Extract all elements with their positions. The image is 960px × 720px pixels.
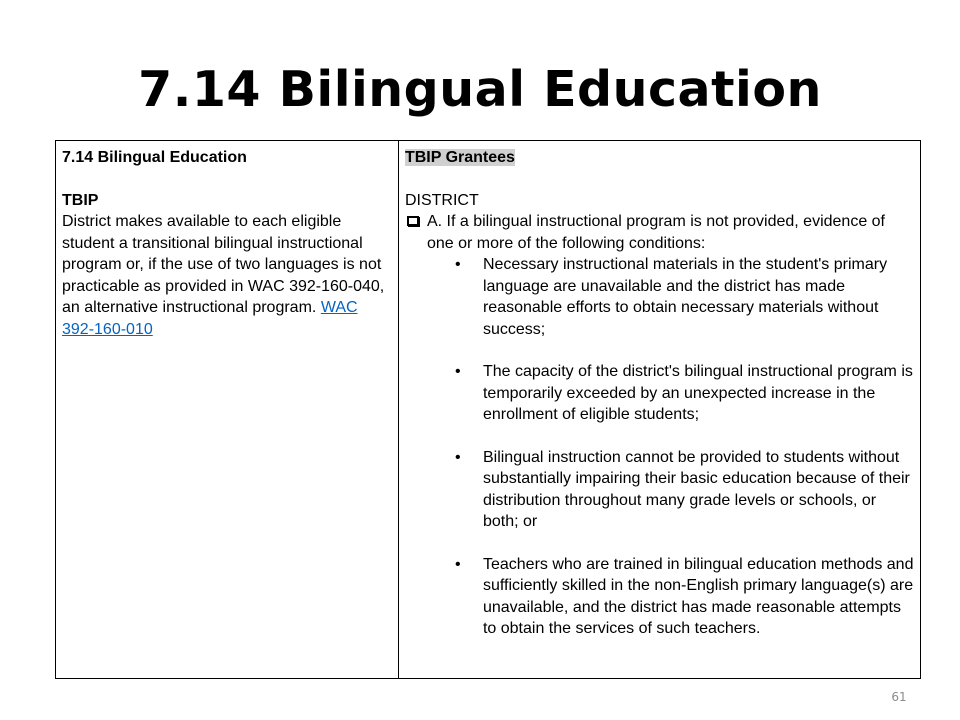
right-cell xyxy=(398,141,920,679)
checklist-item-text: A. If a bilingual instructional program is not provided, evidence of one or more of the following conditions: xyxy=(426,213,885,252)
list-item xyxy=(455,361,914,426)
bullet-icon: • xyxy=(454,256,461,273)
right-heading: TBIP Grantees xyxy=(404,149,515,166)
wac-link[interactable]: WAC 392-160-010 xyxy=(62,299,358,338)
left-cell xyxy=(56,141,399,679)
slide-title: 7.14 Bilingual Education xyxy=(138,61,822,118)
checklist-item xyxy=(405,211,914,254)
left-body xyxy=(62,211,392,340)
list-item xyxy=(455,554,914,640)
bullet-icon: • xyxy=(454,363,461,380)
table-row xyxy=(56,141,921,679)
right-subheading: DISTRICT xyxy=(404,191,479,209)
left-subheading: TBIP xyxy=(62,191,99,209)
bullet-icon: • xyxy=(454,448,461,466)
list-item xyxy=(455,447,914,533)
left-heading: 7.14 Bilingual Education xyxy=(62,149,247,166)
checkbox-square-icon xyxy=(407,216,419,226)
left-body-text: District makes available to each eligible student a transitional bilingual instructional program or, if the use of two languages is not practicable as provided in WAC 392-160-040, an alternative instructional program. xyxy=(62,213,385,316)
list-item xyxy=(455,254,914,340)
content-table xyxy=(55,140,921,679)
list-item-text: Teachers who are trained in bilingual education methods and sufficiently skilled in the non-English primary language(s) are unavailable, and the district has made reasonable attempts to obtain the services of such teachers. xyxy=(482,555,914,637)
bullet-icon: • xyxy=(454,555,461,573)
list-item-text: Necessary instructional materials in the student's primary language are unavailable and the district has made reasonable efforts to obtain necessary materials without success; xyxy=(482,256,888,338)
list-item-text: The capacity of the district's bilingual instructional program is temporarily exceeded by an unexpected increase in the enrollment of eligible students; xyxy=(482,363,913,423)
conditions-list xyxy=(405,254,914,640)
list-item-text: Bilingual instruction cannot be provided to students without substantially impairing their basic education because of their distribution throughout many grade levels or schools, or both; or xyxy=(482,448,910,530)
page-number: 61 xyxy=(891,690,907,704)
